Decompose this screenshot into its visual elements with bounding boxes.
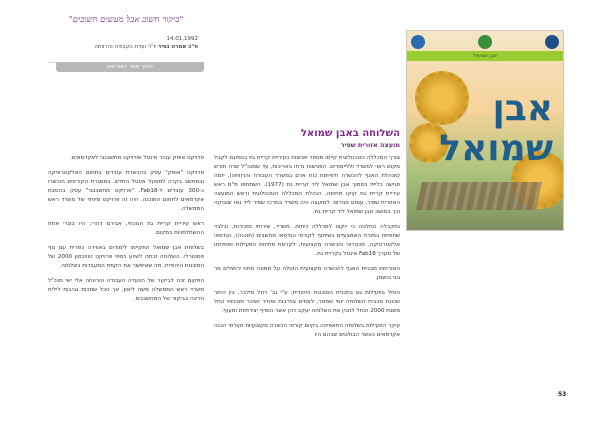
guestbook-quote-text: "ביקור חשוב אבל מעשים חשובים" [68,15,184,25]
guestbook-quote-meta [48,35,204,51]
guestbook-quote-author-role: יו"ר ועדת העבודה והרווחה [94,44,157,50]
guestbook-tab: מתוך ספר האורחים [56,62,204,72]
cover-image [406,30,564,231]
cover-title-line1: אבן [492,88,553,129]
paragraph: פרויקט אופק עבור אינטל ופרויקט מחשבנבי לאקדמאים. [69,155,204,161]
article-column-left [48,154,204,310]
cover-title-line2: שמואל [439,128,553,169]
bench-illustration [416,182,542,210]
paragraph: הפקום זכה לביקור של הוועדה העבודה והרווחה אלי ישי מנכ"ל משרד ראש הממשלה משה ליאון, אך טכל שמכות גביבות לילית חריגה בביקור של המחשבנים. [48,278,204,302]
cover-logo-left-icon [411,35,425,49]
guestbook-quote-author [54,43,198,51]
paragraph: צורך המכללה הטכנולוגית קיימו מספר פגישות בעיריית קריית גת בנסיונם לקבל מקום ראוי למשרד ולליימודים. הפגישות נדחו באריכות, עד שמנכ"ל שרה חורש (מנהלת האגף להכשרה ולפיתוח כוח אדם במשרד העבודה והרווחה), יזמה פגישה כליית בסמוך אבן שמואל ליד קריית גת (1977). השתתפו מ"מ ראש עיריית קריית גת קוקו מחיסה, הנהלת המכללה הטכנולוגית וראש המועצה האזורית שפיר, עמוס סגירוס. למועצה היה משרד במרכז שפיר ליד גאז שוביקה וכך במושב אבן שמואל ליד קריית גת. [214,155,400,215]
cover-logo-right-icon [545,35,559,49]
cover-logo-center-icon [478,35,492,49]
paragraph: בשלוחת אבן שמואל התקיימו לימודים באווירה כפרית עם נוף פסטורלי. השלוחה זכתה לשיוע כספי פרויקט טוויבסון 2000 של הסוכנות היהודית, מה שאיפשר את הקמת המעבדות בשלוחה. [48,245,205,269]
guestbook-quote-box [48,4,204,63]
article-subtitle: מועצה אזורית שפיר [340,141,400,149]
paragraph: פרויקט "אופק" עסק בהכשרת עובדים בתחום האלקטרוניקה ובמחשב בקרה למפעל אינטל החדש. במסגרת הקורסים הוכשרו כ-300 עובדים ל-Fab18. "פרויקט מחשבנבי" עסק בהסבת אקדמאים לתחום התוכנה. היה זה פרויקט מיוחד של משרד ראש הממשלה. [48,170,204,212]
paragraph: עיקר הפעילות בשלוחה התאפיינה בקיום קורסי הכשרה מקצועיות וקורסי הכנה אקדמאים כאשר הבולטים שבהם היו [214,323,400,338]
paragraph: נתקבלה החלטה כי יוקצו למכללה כיתות, משרד, שירותי מזכירות, ובלבד שתפתח במזרח האמצעיים בשיתוף לקורסי הנדסאי מחשבים (תוכנה), הנדסאי אלקטרוניקה, מכטרוני והכשרה מקצועית, לקראת פתיחת הפעילות ופתיחתו של מערך Fab18 אינטל בקריית גת. [214,224,400,257]
guestbook-quote-date: 14.01.1992 [166,36,198,42]
cover-strip: אבן שמואל [407,51,563,61]
article-title: השלוחה באבן שמואל [300,128,400,139]
article-column-right [214,154,400,346]
cover-logos [411,35,559,49]
paragraph: ראש עיריית קריית גת הנוכחי, אבירם דהרי, היו בוגרי אחת ההשתלמויות במקום. [48,221,204,236]
guestbook-quote-author-name: ח"כ אמרה נמיר [157,44,198,50]
article-heading [214,128,400,149]
page-number: 53 [558,391,567,398]
cover-title [433,89,553,169]
paragraph: הוחל בפעילות גם בתכנית הסוכנות היהודית, ע"י גב' רחל מילבר, בין היתר שכונת מכבית השלוחה יוסי שמאר, לאחים צוירבות ומחיר ושיבר תוכניות החל משנת 2000 הוחל להכין את השלוחה יעקב דהן אשר הוסיף יצירתיות ומעוף. [214,290,400,314]
paragraph: האורחות מבניית האגף להכשרה מקצועית הוטלה על ממונה מחוז ירושלים מר גיגי בושמן. [214,266,400,281]
